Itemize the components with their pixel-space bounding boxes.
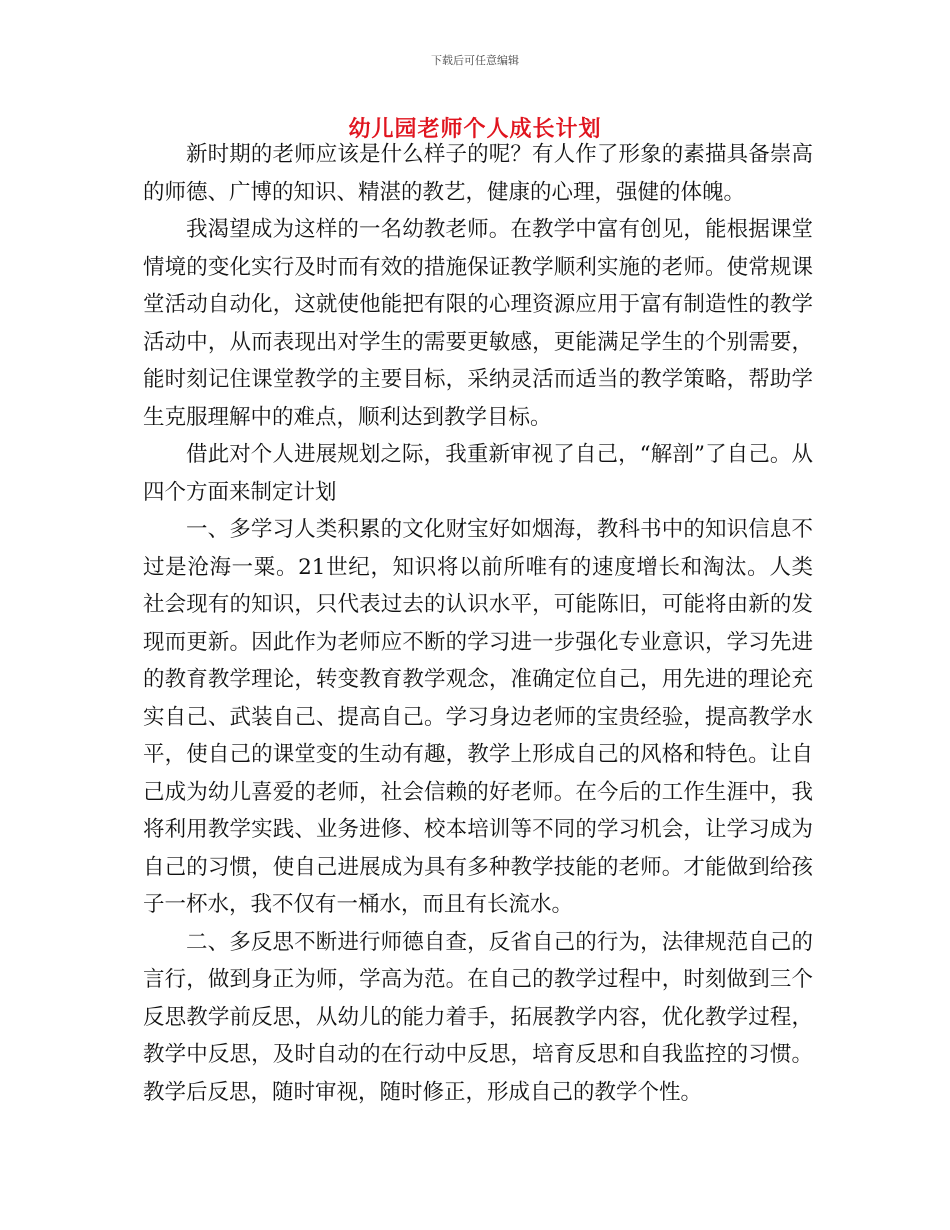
document-body	[143, 136, 813, 1111]
paragraph-3: 借此对个人进展规划之际，我重新审视了自己，“解剖”了自己。从四个方面来制定计划	[143, 442, 813, 505]
paragraph-4: 一、多学习人类积累的文化财宝好如烟海，教科书中的知识信息不过是沧海一粟。21世纪，知识将以前所唯有的速度增长和淘汰。人类社会现有的知识，只代表过去的认识水平，可能陈旧，可能将由新的发现而更新。因此作为老师应不断的学习进一步强化专业意识，学习先进的教育教学理论，转变教育教学观念，准确定位自己，用先进的理论充实自己、武装自己、提高自己。学习身边老师的宝贵经验，提高教学水平，使自己的课堂变的生动有趣，教学上形成自己的风格和特色。让自己成为幼儿喜爱的老师，社会信赖的好老师。在今后的工作生涯中，我将利用教学实践、业务进修、校本培训等不同的学习机会，让学习成为自己的习惯，使自己进展成为具有多种教学技能的老师。才能做到给孩子一杯水，我不仅有一桶水，而且有长流水。	[143, 517, 813, 917]
paragraph-2: 我渴望成为这样的一名幼教老师。在教学中富有创见，能根据课堂情境的变化实行及时而有效的措施保证教学顺利实施的老师。使常规课堂活动自动化，这就使他能把有限的心理资源应用于富有制造性的教学活动中，从而表现出对学生的需要更敏感，更能满足学生的个别需要，能时刻记住课堂教学的主要目标，采纳灵活而适当的教学策略，帮助学生克服理解中的难点，顺利达到教学目标。	[143, 217, 813, 430]
paragraph-1: 新时期的老师应该是什么样子的呢？有人作了形象的素描具备崇高的师德、广博的知识、精湛的教艺，健康的心理，强健的体魄。	[143, 142, 813, 205]
document-title: 幼儿园老师个人成长计划	[348, 117, 602, 142]
header-note: 下载后可任意编辑	[431, 54, 519, 67]
paragraph-5: 二、多反思不断进行师德自查，反省自己的行为，法律规范自己的言行，做到身正为师，学高为范。在自己的教学过程中，时刻做到三个反思教学前反思，从幼儿的能力着手，拓展教学内容，优化教学过程，教学中反思，及时自动的在行动中反思，培育反思和自我监控的习惯。教学后反思，随时审视，随时修正，形成自己的教学个性。	[143, 929, 813, 1105]
